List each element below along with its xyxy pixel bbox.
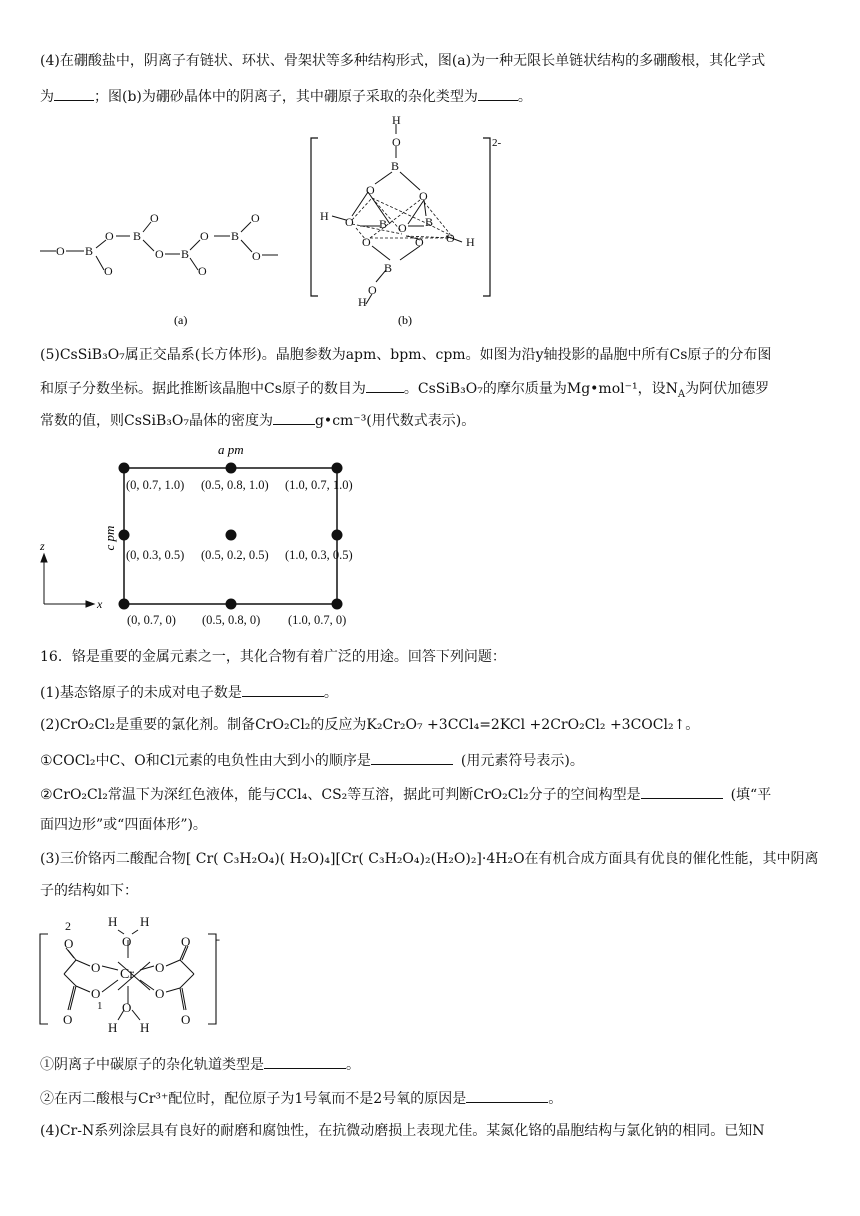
charge-b: 2- [492,137,502,149]
borax-atom-h: H [392,113,401,127]
cs-coord: (0, 0.7, 0) [127,613,176,627]
borax-atom-o: O [419,189,428,203]
q15-part4-line1: (4)在硼酸盐中，阴离子有链状、环状、骨架状等多种结构形式，图(a)为一种无限长单链状结构的多硼酸根，其化学式 [40,53,766,69]
borax-atom-o: O [398,221,407,235]
borax-atom-o: O [368,283,377,297]
q15-part5-line2-sub: A [677,388,686,400]
q15-part5-line2-b: 。CsSiB₃O₇的摩尔质量为Mg•mol⁻¹，设N [403,381,678,397]
answer-blank[interactable] [641,784,723,799]
axis-x-label: x [97,597,103,611]
cr-atom-h: H [140,1020,150,1035]
answer-blank[interactable] [242,682,324,697]
cs-atom [332,530,343,541]
cr-atom-o: O [122,934,132,949]
oxygen-label-2: 2 [65,919,71,933]
cr-atom-o: O [122,1000,132,1015]
chain-atom-o: O [150,211,159,225]
q16-p2-1-b: (用元素符号表示)。 [460,753,584,769]
cs-atom [226,463,237,474]
cs-atom [332,463,343,474]
cr-atom-o: O [155,986,165,1001]
caption-b: (b) [398,313,412,327]
cr-atom-cr: Cr [120,967,134,982]
cr-atom-o: O [181,934,191,949]
answer-blank[interactable] [264,1054,346,1069]
chain-atom-o: O [252,249,261,263]
q15-part5-line2-a: 和原子分数坐标。据此推断该晶胞中Cs原子的数目为 [40,381,366,397]
cs-coord: (0, 0.3, 0.5) [126,548,185,562]
chain-atom-o: O [104,264,113,278]
cs-atom [119,530,130,541]
cs-coord: (0.5, 0.2, 0.5) [201,548,269,562]
cr-atom-o: O [91,986,101,1001]
cr-atom-o: O [63,1012,73,1027]
answer-blank[interactable] [371,750,453,765]
cs-coord: (0, 0.7, 1.0) [126,478,185,492]
chain-atom-b: B [133,229,142,243]
q15-part4-line2-b: ；图(b)为硼砂晶体中的阴离子，其中硼原子采取的杂化类型为 [94,89,478,105]
q15-part5-line2 [40,378,769,404]
q16-p2-1-a: ①COCl₂中C、O和Cl元素的电负性由大到小的顺序是 [40,753,371,769]
q16-p2-2-c: 面四边形”或“四面体形”)。 [40,817,207,833]
cs-coord: (0.5, 0.8, 1.0) [201,478,269,492]
q15-part5-line2-c: 为阿伏加德罗 [685,381,770,397]
axes-arrows [41,554,94,607]
q15-part4-line2 [40,86,532,106]
q16-p2-2-a: ②CrO₂Cl₂常温下为深红色液体，能与CCl₄、CS₂等互溶，据此可判断CrO₂Cl₂分子的空间构型是 [40,787,641,803]
chain-atom-b: B [85,244,94,258]
chain-atoms-a [56,211,261,278]
borax-atom-b: B [391,159,400,173]
anion-charge: - [216,932,220,946]
q16-p3-a: (3)三价铬丙二酸配合物[ Cr( C₃H₂O₄)( H₂O)₄][Cr( C₃H₂O₄)₂(H₂O)₂]·4H₂O在有机合成方面具有优良的催化性能，其中阴离 [40,851,819,867]
oxygen-label-1: 1 [97,1000,103,1012]
chain-atom-o: O [200,229,209,243]
q16-p1-b: 。 [323,685,338,701]
borax-atom-o: O [446,231,455,245]
q16-p2: (2)CrO₂Cl₂是重要的氯化剂。制备CrO₂Cl₂的反应为K₂Cr₂O₇ +3CCl₄=2KCl +2CrO₂Cl₂ +3COCl₂↑。 [40,717,700,733]
cr-complex-atoms [63,914,190,1035]
cs-atom [119,463,130,474]
borax-atom-o: O [415,235,424,249]
q16-p4: (4)Cr-N系列涂层具有良好的耐磨和腐蚀性，在抗微动磨损上表现尤佳。某氮化铬的晶胞结构与氯化钠的相同。已知N [40,1123,765,1139]
borax-atom-o: O [392,135,401,149]
q16-p2-2-b: (填“平 [730,787,772,803]
cs-coord: (1.0, 0.7, 0) [288,613,347,627]
q16-p3-2 [40,1088,562,1108]
cs-coord: (0.5, 0.8, 0) [202,613,261,627]
cs-coord: (1.0, 0.3, 0.5) [285,548,353,562]
cs-atom [119,599,130,610]
axis-a-label: a pm [218,442,244,457]
q15-part4-line2-a: 为 [40,89,54,105]
cs-coord: (1.0, 0.7, 1.0) [285,478,353,492]
q16-p3-b: 子的结构如下： [40,883,138,899]
caption-a: (a) [174,313,188,327]
borax-atom-b: B [425,215,434,229]
q16-title: 16．铬是重要的金属元素之一，其化合物有着广泛的用途。回答下列问题： [40,649,506,665]
chain-atom-o: O [105,229,114,243]
answer-blank[interactable] [466,1088,548,1103]
q15-part5-line3-b: g•cm⁻³(用代数式表示)。 [314,413,476,429]
borax-atoms [320,113,475,309]
chain-atom-b: B [181,247,190,261]
cs-atom [332,599,343,610]
borax-atom-h: H [320,209,329,223]
q15-part5-line3-a: 常数的值，则CsSiB₃O₇晶体的密度为 [40,413,273,429]
cr-atom-o: O [181,1012,191,1027]
chain-bonds-a [40,222,278,270]
chain-atom-o: O [56,244,65,258]
answer-blank[interactable] [478,86,518,101]
q16-p3-2-a: ②在丙二酸根与Cr³⁺配位时，配位原子为1号氧而不是2号氧的原因是 [40,1091,467,1107]
borate-figure [0,108,860,333]
borax-atom-b: B [384,261,393,275]
q15-part5-line3 [40,410,475,430]
answer-blank[interactable] [54,86,94,101]
q16-p3-1-a: ①阴离子中碳原子的杂化轨道类型是 [40,1057,264,1073]
cr-atom-o: O [155,960,165,975]
answer-blank[interactable] [366,378,404,393]
axis-z-label: z [40,539,45,553]
borax-atom-h: H [358,295,367,309]
borax-atom-o: O [362,235,371,249]
cr-atom-h: H [108,914,118,929]
chain-atom-o: O [251,211,260,225]
q16-p2-1 [40,750,584,770]
cs-atom [226,599,237,610]
borax-bonds [332,124,462,304]
q16-p3-2-b: 。 [548,1091,563,1107]
borax-atom-o: O [345,215,354,229]
cr-atom-h: H [108,1020,118,1035]
borax-atom-b: B [379,217,388,231]
cs-atom [226,530,237,541]
q15-part4-line2-c: 。 [517,89,532,105]
answer-blank[interactable] [273,410,315,425]
cs-projection-figure [0,438,860,628]
cr-atom-o: O [64,936,74,951]
cr-malonate-structure [0,906,860,1046]
axis-c-label: c pm [102,525,117,551]
q16-p3-1 [40,1054,360,1074]
chain-atom-o: O [155,247,164,261]
chain-atom-o: O [198,264,207,278]
q15-part5-line1: (5)CsSiB₃O₇属正交晶系(长方体形)。晶胞参数为apm、bpm、cpm。如图为沿y轴投影的晶胞中所有Cs原子的分布图 [40,347,772,363]
borax-atom-h: H [466,235,475,249]
borax-atom-o: O [366,183,375,197]
cr-atom-o: O [91,960,101,975]
q16-p3-1-b: 。 [346,1057,360,1073]
q16-p1-a: (1)基态铬原子的未成对电子数是 [40,685,242,701]
brackets-b [311,138,490,296]
q16-p2-2 [40,784,771,804]
chain-atom-b: B [231,229,240,243]
cr-atom-h: H [140,914,150,929]
q16-p1 [40,682,338,702]
